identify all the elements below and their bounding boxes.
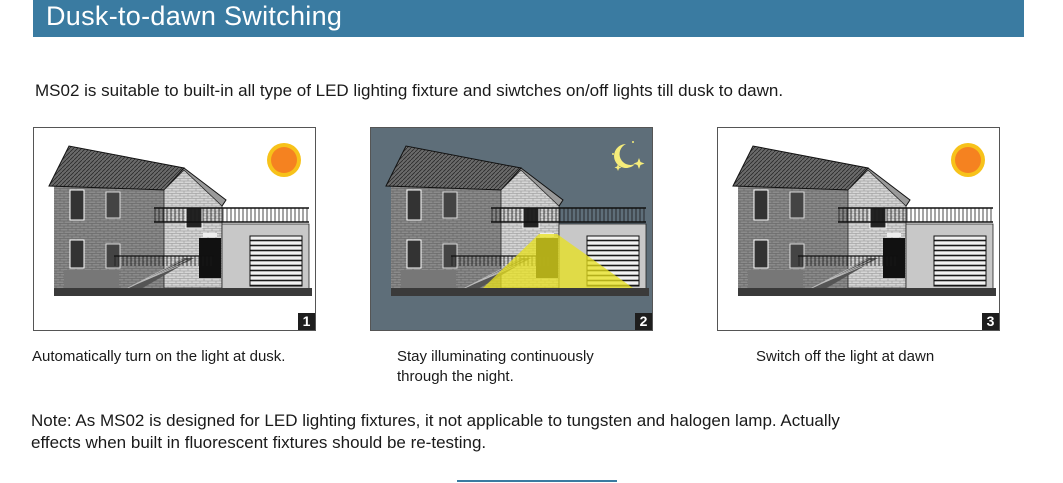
moon-stars-icon: [612, 141, 645, 171]
panel-number-badge: 2: [635, 313, 652, 330]
intro-text: MS02 is suitable to built-in all type of LED lighting fixture and siwtches on/off lights till dusk to dawn.: [35, 81, 784, 100]
caption-line: Stay illuminating continuously: [397, 348, 594, 365]
caption-line: Automatically turn on the light at dusk.: [32, 348, 286, 365]
panel-number-badge: 1: [298, 313, 315, 330]
panel-dawn: [717, 127, 1000, 331]
panel-dusk: [33, 127, 316, 331]
note-text: [31, 410, 1021, 454]
caption-night: [397, 347, 594, 387]
caption-dusk: [32, 347, 285, 367]
section-header: [33, 0, 1024, 37]
caption-line: through the night.: [397, 368, 514, 385]
section-title: Dusk-to-dawn Switching: [46, 1, 343, 31]
house-illustration: [718, 128, 1000, 331]
panel-number-badge: 3: [982, 313, 999, 330]
note-line: effects when built in fluorescent fixtures should be re-testing.: [31, 433, 487, 452]
house-illustration: [34, 128, 316, 331]
caption-dawn: [756, 347, 934, 367]
caption-line: Switch off the light at dawn: [756, 348, 935, 365]
panel-night: [370, 127, 653, 331]
sun-icon: [267, 143, 301, 177]
note-line: Note: As MS02 is designed for LED lighting fixtures, it not applicable to tungsten and halogen lamp. Actually: [31, 411, 840, 430]
divider: [457, 480, 617, 482]
sun-icon: [951, 143, 985, 177]
house-illustration: [371, 128, 653, 331]
